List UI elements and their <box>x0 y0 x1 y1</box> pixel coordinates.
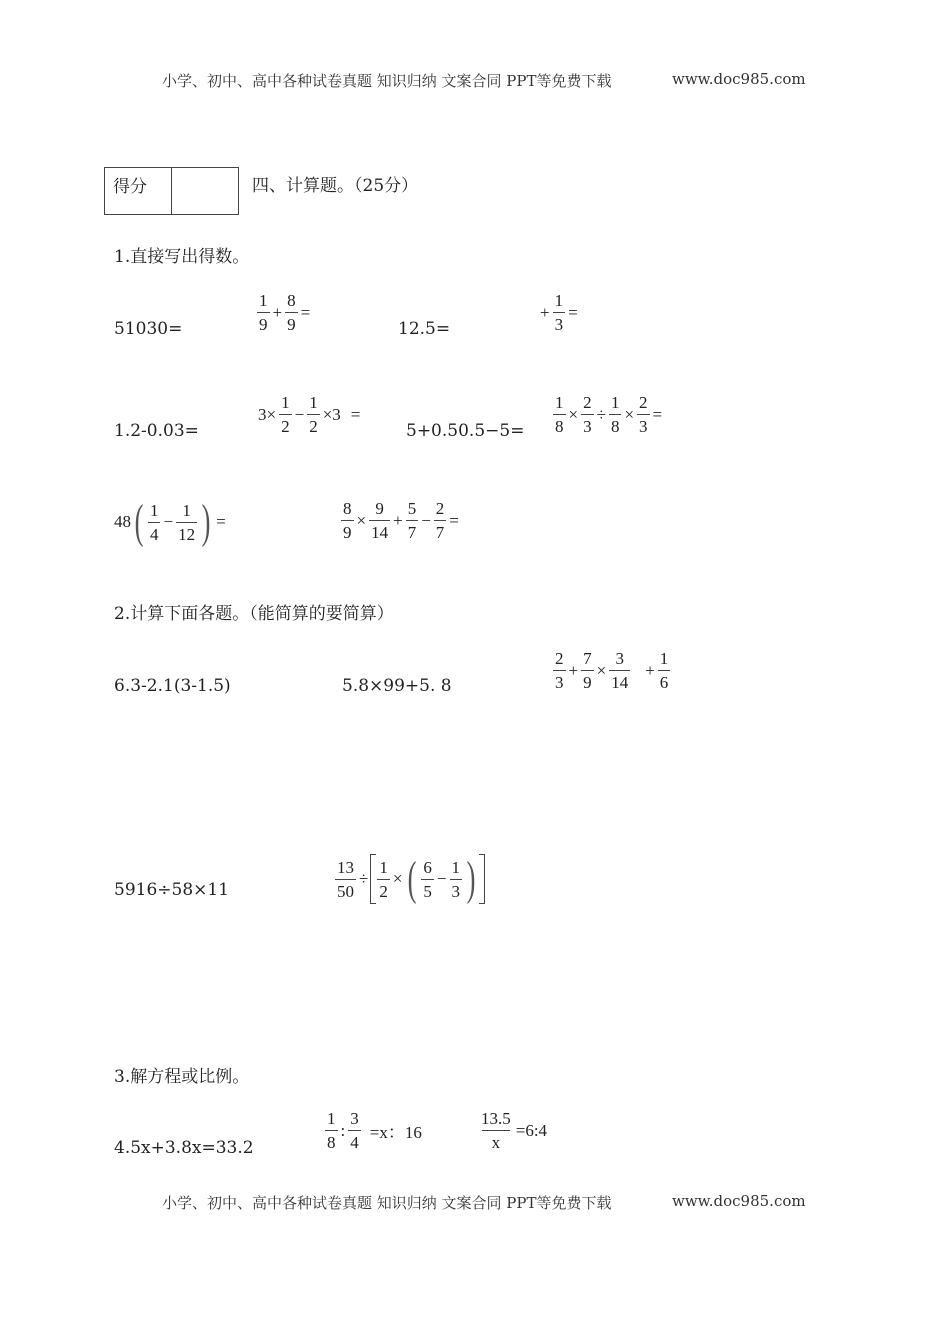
header-text: 小学、初中、高中各种试卷真题 知识归纳 文案合同 PPT等免费下载 <box>162 72 612 90</box>
q1-r1-c: 12.5= <box>398 319 451 339</box>
header-site: www.doc985.com <box>672 70 806 88</box>
score-label: 得分 <box>105 168 172 215</box>
q1-r3-b: $\frac{8}{9}$ × $\frac{9}{14}$ + $\frac{5}{7}$ − $\frac{2}{7}$ = <box>343 499 459 542</box>
q2-title: 2.计算下面各题。（能简算的要简算） <box>114 604 394 624</box>
q2-b: 5.8×99+5. 8 <box>342 676 452 696</box>
right-paren: ) <box>201 495 211 548</box>
fraction: $\frac{1}{2}$ <box>379 857 388 901</box>
fraction: $\frac{13.5}{x}$ <box>481 1109 511 1152</box>
q2-c: $\frac{2}{3}$ + $\frac{7}{9}$ × $\frac{3}{14}$ + $\frac{1}{6}$ <box>555 649 669 692</box>
fraction: $\frac{1}{3}$ <box>554 291 564 334</box>
fraction: $\frac{2}{3}$ <box>639 393 648 436</box>
right-paren: ) <box>466 852 476 905</box>
footer-text: 小学、初中、高中各种试卷真题 知识归纳 文案合同 PPT等免费下载 <box>162 1194 612 1212</box>
q1-r2-c: 5+0.50.5−5= <box>406 421 525 441</box>
q2-d: 5916÷58×11 <box>114 880 230 900</box>
page-header <box>162 70 612 91</box>
fraction: $\frac{3}{4}$ <box>350 1109 359 1152</box>
fraction: $\frac{1}{8}$ <box>610 393 620 436</box>
q1-r1-b: $\frac{1}{9}$ + $\frac{8}{9}$ = <box>259 291 311 334</box>
q2-e: $\frac{13}{50}$ ÷ $\frac{1}{2}$ × ( $\frac{6}{5}$ − $\frac{1}{3}$ ) <box>334 854 485 904</box>
left-paren: ( <box>408 852 417 905</box>
q1-r1-d: + $\frac{1}{3}$ = <box>540 291 578 334</box>
left-paren: ( <box>134 495 144 548</box>
fraction: $\frac{9}{14}$ <box>371 499 389 542</box>
q1-title: 1.直接写出得数。 <box>114 247 250 267</box>
fraction: $\frac{7}{9}$ <box>583 649 592 692</box>
fraction: $\frac{8}{9}$ <box>287 291 296 334</box>
q1-r2-d: $\frac{1}{8}$ × $\frac{2}{3}$ ÷ $\frac{1}{8}$ × $\frac{2}{3}$ = <box>555 393 663 436</box>
fraction: $\frac{2}{7}$ <box>435 499 445 542</box>
fraction: $\frac{1}{8}$ <box>327 1109 336 1152</box>
q1-r2-a: 1.2-0.03= <box>114 421 199 441</box>
fraction: $\frac{1}{12}$ <box>178 500 196 544</box>
fraction: $\frac{3}{14}$ <box>611 649 629 692</box>
fraction: $\frac{2}{3}$ <box>555 649 564 692</box>
fraction: $\frac{1}{4}$ <box>149 500 159 544</box>
footer-site: www.doc985.com <box>672 1192 806 1210</box>
left-bracket <box>370 854 376 904</box>
fraction: $\frac{2}{3}$ <box>583 393 592 436</box>
fraction: $\frac{1}{9}$ <box>259 291 268 334</box>
q3-title: 3.解方程或比例。 <box>114 1067 250 1087</box>
fraction: $\frac{6}{5}$ <box>423 857 432 901</box>
q1-r1-a: 51030= <box>114 319 183 339</box>
q2-a: 6.3-2.1(3-1.5) <box>114 676 231 696</box>
score-value <box>172 168 239 215</box>
fraction: $\frac{8}{9}$ <box>343 499 352 542</box>
q3-c: $\frac{13.5}{x}$ =6:4 <box>481 1109 548 1152</box>
fraction: $\frac{1}{3}$ <box>451 857 461 901</box>
right-bracket <box>479 854 485 904</box>
q3-a: 4.5x+3.8x=33.2 <box>114 1138 254 1158</box>
page-footer <box>162 1192 612 1213</box>
q1-r2-b: 3× $\frac{1}{2}$ − $\frac{1}{2}$ ×3 = <box>258 393 361 436</box>
fraction: $\frac{1}{2}$ <box>281 393 290 436</box>
section-title: 四、计算题。（25分） <box>252 176 419 196</box>
q1-r3-a: 48( $\frac{1}{4}$ − $\frac{1}{12}$ ) = <box>114 495 226 548</box>
fraction: $\frac{1}{6}$ <box>659 649 669 692</box>
fraction: $\frac{13}{50}$ <box>337 857 354 901</box>
fraction: $\frac{5}{7}$ <box>407 499 417 542</box>
fraction: $\frac{1}{2}$ <box>309 393 318 436</box>
score-box <box>104 167 239 215</box>
q3-b: $\frac{1}{8}$ : $\frac{3}{4}$ =x：16 <box>327 1109 422 1152</box>
fraction: $\frac{1}{8}$ <box>555 393 564 436</box>
